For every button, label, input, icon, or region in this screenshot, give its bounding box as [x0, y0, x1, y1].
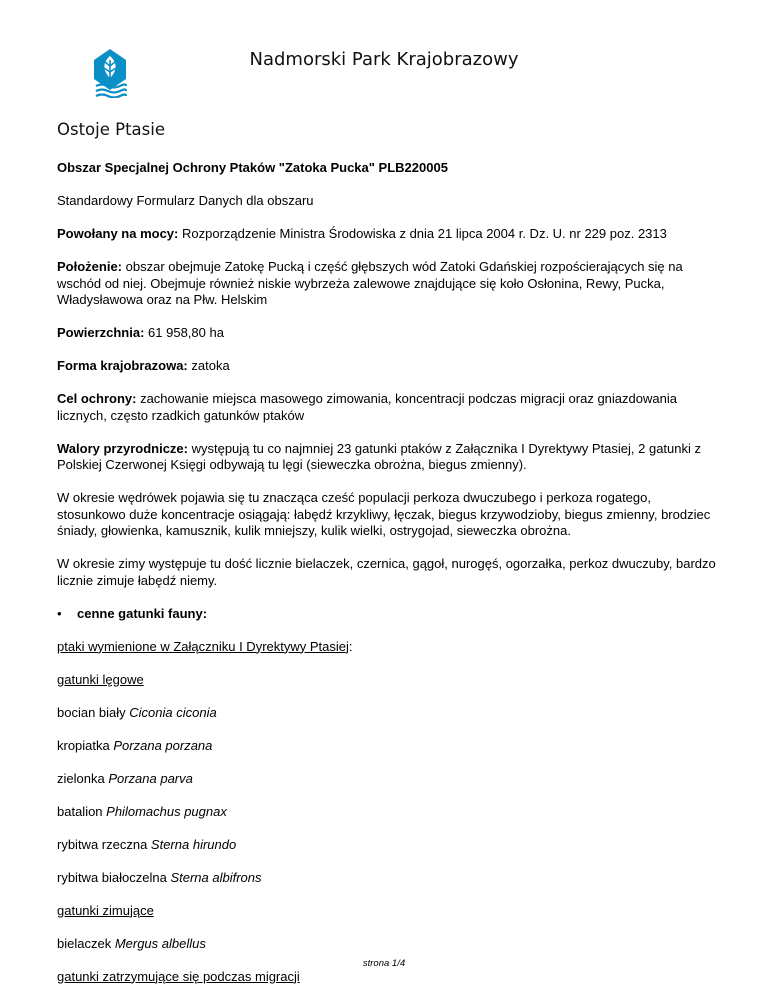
page-number: strona 1/4	[362, 958, 406, 969]
migration-heading-text: gatunki zatrzymujące się podczas migracji	[57, 968, 300, 984]
annex-colon: :	[348, 638, 353, 654]
annex-heading	[57, 639, 717, 656]
legal-value: Rozporządzenie Ministra Środowiska z dnia 21 lipca 2004 r. Dz. U. nr 229 poz. 2313	[178, 226, 667, 241]
species-item	[57, 804, 717, 821]
species-latin: Philomachus pugnax	[106, 803, 227, 819]
protection-goal	[57, 391, 717, 424]
species-item	[57, 837, 717, 854]
location-value: obszar obejmuje Zatokę Pucką i część głębszych wód Zatoki Gdańskiej rozpościerających się na wschód od niej. Obejmuje również niskie wybrzeża zalewowe znajdujące się koło Osłonina, Rewy, Pucka, Władysławowa oraz na Płw. Helskim	[57, 259, 683, 307]
migration-paragraph: W okresie wędrówek pojawia się tu znacząca cześć populacji perkoza dwuczubego i perkoza rogatego, stosunkowo duże koncentracje osiągają: łabędź krzykliwy, łęczak, biegus krzywodzioby, biegus zmienny, brodziec śniady, głowienka, kamusznik, kulik mniejszy, kulik wielki, ostrygojad, sieweczka obrożna.	[57, 490, 711, 538]
bullet-icon: •	[57, 605, 62, 621]
species-name: rybitwa białoczelna	[57, 869, 171, 885]
species-latin: Ciconia ciconia	[129, 704, 217, 720]
values-label: Walory przyrodnicze:	[57, 440, 188, 456]
species-item	[57, 870, 717, 887]
species-item	[57, 738, 717, 755]
document-title: Nadmorski Park Krajobrazowy	[249, 49, 519, 70]
location	[57, 259, 717, 309]
natural-values	[57, 441, 717, 474]
species-item	[57, 936, 717, 953]
form-line: Standardowy Formularz Danych dla obszaru	[57, 193, 314, 208]
species-item	[57, 705, 717, 722]
landform-label: Forma krajobrazowa:	[57, 358, 188, 373]
location-label: Położenie:	[57, 259, 123, 274]
species-latin: Sterna albifrons	[170, 869, 262, 885]
species-name: zielonka	[57, 770, 109, 786]
legal-label: Powołany na mocy:	[57, 226, 179, 241]
species-name: rybitwa rzeczna	[57, 836, 151, 852]
breeding-heading	[57, 672, 717, 689]
values-value: występują tu co najmniej 23 gatunki ptaków z Załącznika I Dyrektywy Ptasiej, 2 gatunki z Polskiej Czerwonej Księgi odbywają tu lęgi (sieweczka obrożna, biegus zmienny).	[57, 440, 702, 472]
migration-heading	[57, 969, 717, 986]
area-label: Powierzchnia:	[57, 325, 145, 340]
breeding-heading-text: gatunki lęgowe	[57, 671, 144, 687]
fauna-label: cenne gatunki fauny:	[77, 605, 208, 621]
species-latin: Mergus albellus	[114, 935, 206, 951]
area-title: Obszar Specjalnej Ochrony Ptaków "Zatoka Pucka" PLB220005	[57, 160, 448, 175]
species-name: kropiatka	[57, 737, 114, 753]
goal-label: Cel ochrony:	[57, 391, 137, 406]
species-latin: Porzana porzana	[113, 737, 213, 753]
species-latin: Sterna hirundo	[150, 836, 237, 852]
species-name: bocian biały	[57, 704, 130, 720]
goal-value: zachowanie miejsca masowego zimowania, koncentracji podczas migracji oraz gniazdowania licznych, często rzadkich gatunków ptaków	[57, 391, 677, 423]
document-body	[57, 160, 717, 1002]
wintering-heading-text: gatunki zimujące	[57, 902, 154, 918]
fauna-bullet	[57, 606, 717, 623]
landform-value: zatoka	[187, 358, 230, 373]
species-latin: Porzana parva	[108, 770, 193, 786]
area	[57, 325, 717, 342]
wintering-heading	[57, 903, 717, 920]
area-value: 61 958,80 ha	[144, 325, 224, 340]
species-name: bielaczek	[57, 935, 115, 951]
section-title: Ostoje Ptasie	[57, 120, 165, 139]
winter-paragraph: W okresie zimy występuje tu dość licznie bielaczek, czernica, gągoł, nurogęś, ogorzałka, perkoz dwuczuby, bardzo licznie zimuje łabędź niemy.	[57, 556, 716, 588]
legal-basis	[57, 226, 717, 243]
species-item	[57, 771, 717, 788]
annex-heading-text: ptaki wymienione w Załączniku I Dyrektywy Ptasiej	[57, 638, 349, 654]
species-name: batalion	[57, 803, 107, 819]
landform	[57, 358, 717, 375]
